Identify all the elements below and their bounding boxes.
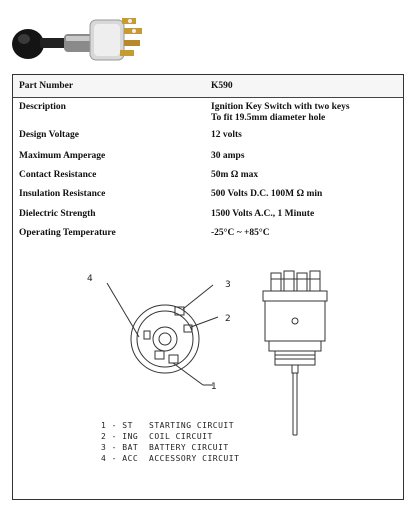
callout-4: 4 (87, 274, 93, 284)
spec-sheet (12, 74, 404, 500)
legend-code: 1 - ST (101, 421, 133, 430)
switch-side-view (263, 271, 327, 435)
callout-2: 2 (225, 314, 231, 324)
spec-value-line-1: Ignition Key Switch with two keys (211, 102, 350, 112)
spec-value: 30 amps (211, 151, 245, 161)
spec-label: Maximum Amperage (19, 151, 106, 161)
legend-code: 4 - ACC (101, 454, 139, 463)
spec-value-line-2: To fit 19.5mm diameter hole (211, 113, 326, 123)
callout-labels (87, 274, 231, 392)
legend-desc: ACCESSORY CIRCUIT (149, 454, 240, 463)
spec-value: -25°C ~ +85°C (211, 228, 270, 238)
spec-label: Description (19, 102, 66, 112)
legend-desc: STARTING CIRCUIT (149, 421, 235, 430)
spec-value: 12 volts (211, 130, 242, 140)
legend-code: 3 - BAT (101, 443, 139, 452)
spec-value: 50m Ω max (211, 170, 259, 180)
switch-front-view (107, 283, 218, 385)
spec-value: K590 (211, 81, 233, 91)
spec-value: 1500 Volts A.C., 1 Minute (211, 209, 315, 219)
legend-desc: COIL CIRCUIT (149, 432, 213, 441)
spec-value (211, 102, 350, 124)
legend-desc: BATTERY CIRCUIT (149, 443, 229, 452)
technical-drawing (13, 265, 403, 499)
spec-label: Part Number (19, 81, 74, 91)
spec-label: Operating Temperature (19, 228, 116, 238)
callout-1: 1 (211, 382, 217, 392)
product-photo (0, 0, 170, 72)
spec-label: Dielectric Strength (19, 209, 96, 219)
spec-value: 500 Volts D.C. 100M Ω min (211, 189, 323, 199)
spec-label: Insulation Resistance (19, 189, 106, 199)
legend-code: 2 - ING (101, 432, 139, 441)
spec-label: Design Voltage (19, 130, 79, 140)
spec-label: Contact Resistance (19, 170, 97, 180)
callout-3: 3 (225, 280, 231, 290)
